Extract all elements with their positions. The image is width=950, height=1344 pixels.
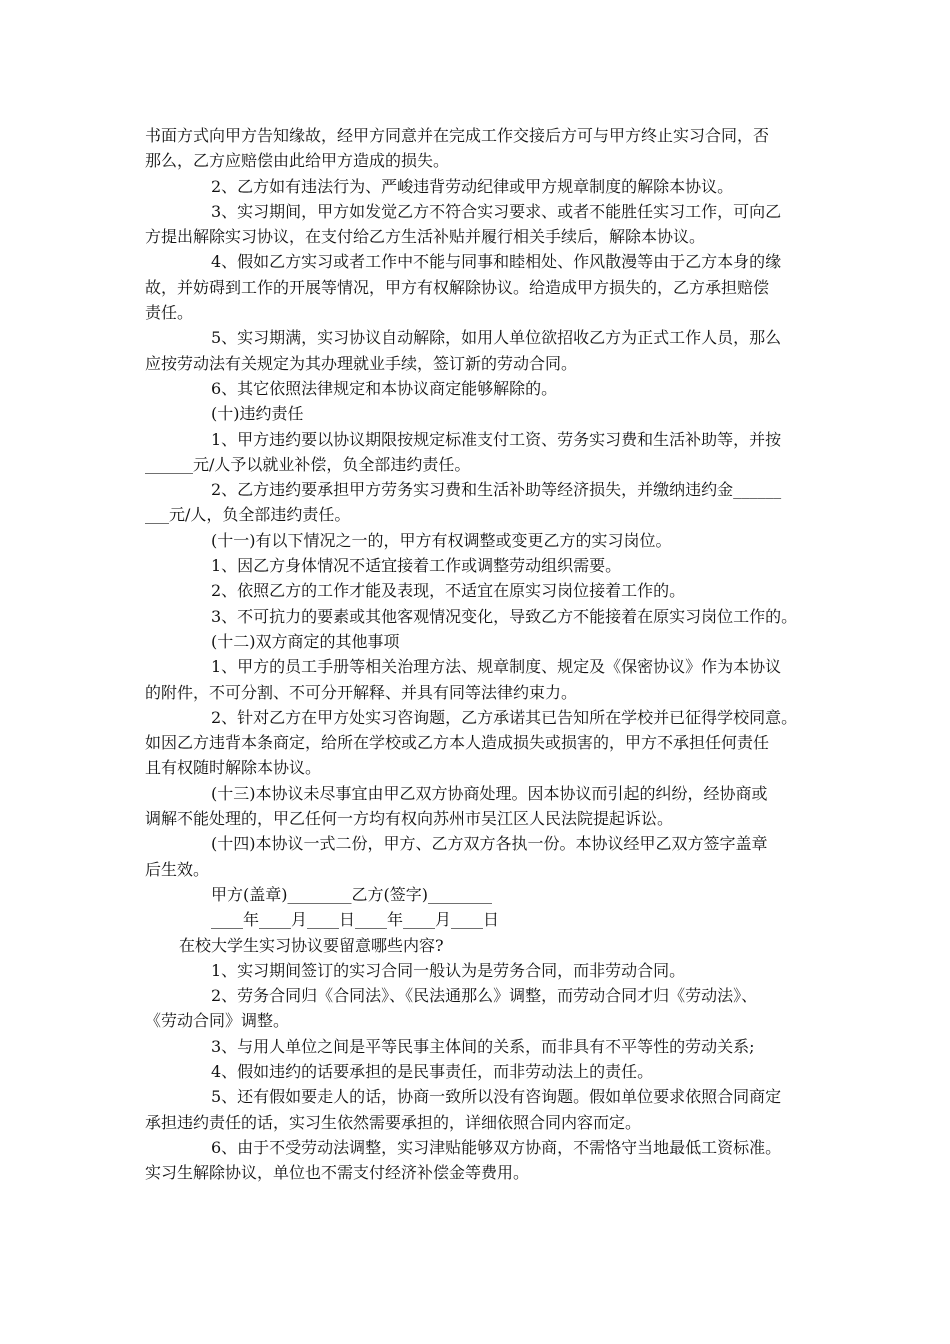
text-line: 3、与用人单位之间是平等民事主体间的关系，而非具有不平等性的劳动关系; [211,1036,755,1056]
text-line: ______元/人予以就业补偿，负全部违约责任。 [145,454,471,474]
text-line: 1、甲方的员工手册等相关治理方法、规章制度、规定及《保密协议》作为本协议 [211,657,782,677]
text-line: 2、劳务合同归《合同法》、《民法通那么》调整，而劳动合同才归《劳动法》、 [211,986,758,1006]
text-line: 后生效。 [145,859,210,879]
text-line: 在校大学生实习协议要留意哪些内容? [179,935,444,955]
text-line: (十二)双方商定的其他事项 [211,631,400,651]
text-line: 且有权随时解除本协议。 [145,758,322,778]
text-line: 《劳动合同》调整。 [145,1011,290,1031]
text-line: 的附件，不可分割、不可分开解释、并具有同等法律约束力。 [145,682,578,702]
text-line: 甲方(盖章)________乙方(签字)________ [211,884,492,904]
text-line: (十四)本协议一式二份，甲方、乙方双方各执一份。本协议经甲乙双方签字盖章 [211,834,768,854]
text-line: ___元/人，负全部违约责任。 [145,505,351,525]
text-line: 书面方式向甲方告知缘故，经甲方同意并在完成工作交接后方可与甲方终止实习合同，否 [145,126,770,145]
text-line: 应按劳动法有关规定为其办理就业手续，签订新的劳动合同。 [145,353,578,373]
text-line: 5、实习期满，实习协议自动解除，如用人单位欲招收乙方为正式工作人员，那么 [211,328,782,348]
text-line: (十)违约责任 [211,404,304,424]
text-line: 故，并妨碍到工作的开展等情况，甲方有权解除协议。给造成甲方损失的，乙方承担赔偿 [145,277,770,297]
text-line: 如因乙方违背本条商定，给所在学校或乙方本人造成损失或损害的，甲方不承担任何责任 [145,733,770,753]
text-line: 调解不能处理的，甲乙任何一方均有权向苏州市吴江区人民法院提起诉讼。 [145,809,674,829]
text-line: 6、其它依照法律规定和本协议商定能够解除的。 [211,378,558,398]
text-line: 那么，乙方应赔偿由此给甲方造成的损失。 [145,151,450,171]
text-line: 6、由于不受劳动法调整，实习津贴能够双方协商，不需恪守当地最低工资标准。 [211,1137,782,1157]
text-line: 4、假如违约的话要承担的是民事责任，而非劳动法上的责任。 [211,1061,654,1081]
text-line: ____年____月____日____年____月____日 [211,910,500,930]
text-line: 5、还有假如要走人的话，协商一致所以没有咨询题。假如单位要求依照合同商定 [211,1087,782,1107]
text-line: (十三)本协议未尽事宜由甲乙双方协商处理。因本协议而引起的纠纷，经协商或 [211,783,768,803]
text-line: 承担违约责任的话，实习生依然需要承担的，详细依照合同内容而定。 [145,1112,642,1132]
text-line: 方提出解除实习协议，在支付给乙方生活补贴并履行相关手续后，解除本协议。 [145,227,706,247]
text-line: 3、实习期间，甲方如发觉乙方不符合实习要求、或者不能胜任实习工作，可向乙 [211,201,782,221]
document-body [145,123,825,1185]
text-line: 1、实习期间签订的实习合同一般认为是劳务合同，而非劳动合同。 [211,960,686,980]
text-line: 2、乙方违约要承担甲方劳务实习费和生活补助等经济损失，并缴纳违约金______ [211,480,782,500]
text-line: 1、因乙方身体情况不适宜接着工作或调整劳动组织需要。 [211,556,622,576]
text-line: 3、不可抗力的要素或其他客观情况变化，导致乙方不能接着在原实习岗位工作的。 [211,606,798,626]
text-line: 实习生解除协议，单位也不需支付经济补偿金等费用。 [145,1163,530,1183]
text-line: 2、乙方如有违法行为、严峻违背劳动纪律或甲方规章制度的解除本协议。 [211,176,734,196]
text-line: 1、甲方违约要以协议期限按规定标准支付工资、劳务实习费和生活补助等，并按 [211,429,782,449]
text-line: 4、假如乙方实习或者工作中不能与同事和睦相处、作风散漫等由于乙方本身的缘 [211,252,782,272]
text-line: 责任。 [145,303,194,323]
text-line: 2、针对乙方在甲方处实习咨询题，乙方承诺其已告知所在学校并已征得学校同意。 [211,707,798,727]
text-line: 2、依照乙方的工作才能及表现，不适宜在原实习岗位接着工作的。 [211,581,686,601]
text-line: (十一)有以下情况之一的，甲方有权调整或变更乙方的实习岗位。 [211,530,672,550]
